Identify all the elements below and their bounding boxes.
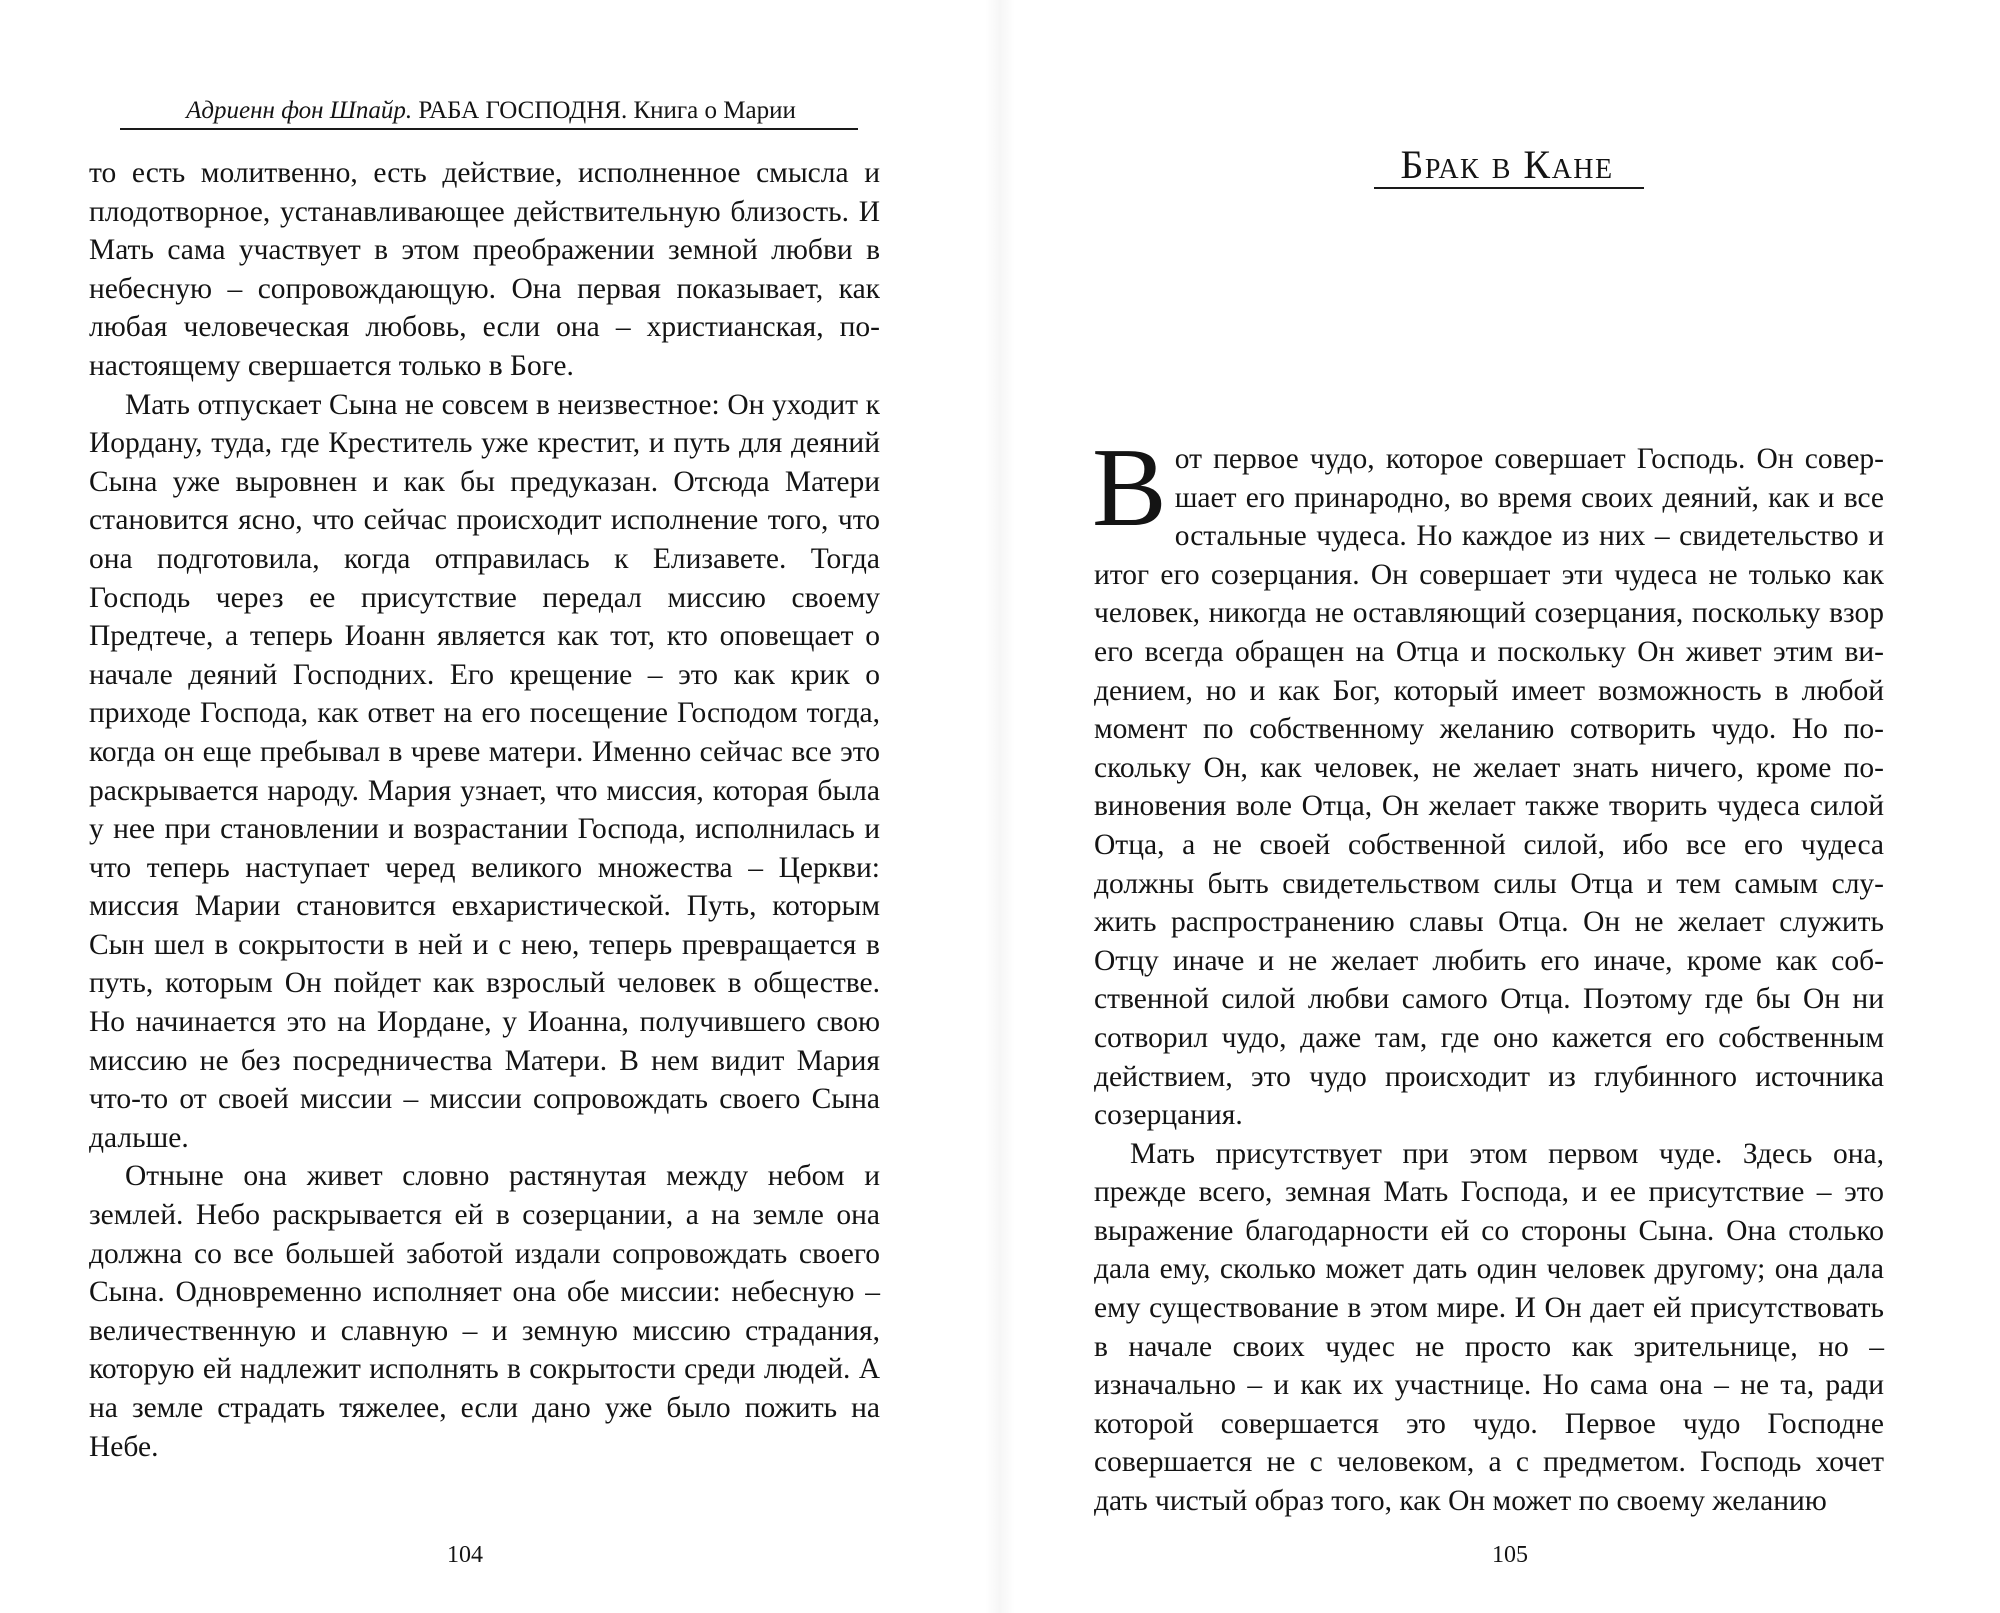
running-head — [122, 96, 860, 126]
left-page — [0, 0, 990, 1613]
right-page-body — [1092, 426, 1884, 1521]
drop-cap: В — [1092, 426, 1167, 550]
page-number: 105 — [1492, 1542, 1528, 1568]
paragraph: то есть молитвенно, есть действие, исполненное смысла и плодотворное, устанавливающее действительную близость. И Мать сама участвует в этом преображении земной любви в небесную – сопровождающую. Она первая показывает, как любая человеческая любовь, если она – христианская, понастоящему свершается только в Боге. — [89, 157, 880, 382]
paragraph: Мать присутствует при этом первом чуде. Здесь она, прежде всего, земная Мать Господа, и ее присутствие – это выражение благодарности ей со стороны Сына. Она столько дала ему, сколько может дать один человек другому; она дала ему существование в этом мире. И Он дает ей присутствовать в начале своих чудес не просто как зрительнице, но – изначально – и как их участнице. Но сама она – не та, ради которой совершается это чудо. Первое чудо Господне совершается не с человеком, а с предметом. Господь хочет дать чистый образ того, как Он может по своему желанию — [1094, 1137, 1884, 1518]
page-number: 104 — [447, 1542, 483, 1568]
chapter-title: Брак в Кане — [1400, 142, 1614, 187]
running-head-title: РАБА ГОСПОДНЯ. — [418, 97, 628, 124]
paragraph-opening — [1092, 426, 1884, 1135]
running-head-author: Адриенн фон Шпайр. — [186, 97, 413, 124]
paragraph: Отныне она живет словно растянутая между небом и землей. Небо раскрывается ей в созерцании, а на земле она должна со все большей заботой издали сопровождать своего Сына. Одновременно исполняет она обе миссии: небесную – величественную и славную – и земную миссию страдания, которую ей надлежит исполнять в сокрытости среди людей. А на земле страдать тяжелее, если дано уже было пожить на Небе. — [89, 1160, 880, 1463]
paragraph: Мать отпускает Сына не совсем в неизвестное: Он уходит к Иордану, туда, где Креститель уже крестит, и путь для деяний Сына уже выровнен и как бы предуказан. Отсюда Матери становится ясно, что сейчас происходит исполнение того, что она подготовила, когда отправилась к Елизавете. Тогда Господь через ее присутствие передал миссию своему Предтече, а теперь Иоанн является как тот, кто оповещает о начале деяний Господних. Его крещение – это как крик о приходе Господа, как ответ на его посещение Господом тогда, когда он еще пребывал в чреве матери. Именно сейчас все это раскрывается народу. Мария узнает, что миссия, которая была у нее при становлении и возрастании Господа, исполнилась и что теперь наступает черед великого множества – Церкви: миссия Марии становится евхаристической. Путь, которым Сын шел в сокрытости в ней и с нею, теперь превращается в путь, которым Он пойдет как взрослый человек в обществе. Но начинается это на Иордане, у Иоанна, получившего свою миссию не без посредничества Матери. В нем видит Мария что-то от своей миссии – миссии сопровождать своего Сына дальше. — [89, 388, 880, 1154]
right-page — [1010, 0, 2000, 1613]
paragraph-opening-text: от первое чудо, которое совершает Господь. Он совершает его принародно, во время своих деяний, как и все остальные чудеса. Но каждое из них – свидетельство и итог его созерцания. Он совершает эти чудеса не только как человек, никогда не оставляющий созерцания, поскольку взор его всегда обращен на Отца и поскольку Он живет этим видением, но и как Бог, который имеет возможность в любой момент по собственному желанию сотворить чудо. Но поскольку Он, как человек, не желает знать ничего, кроме повиновения воле Отца, Он желает также творить чудеса силой Отца, а не своей собственной силой, ибо все его чудеса должны быть свидетельством силы Отца и тем самым служить распространению славы Отца. Он не желает служить Отцу иначе и не желает любить его иначе, кроме как собственной силой любви самого Отца. Поэтому где бы Он ни сотворил чудо, даже там, где оно кажется его собственным действием, это чудо происходит из глубинного источника созерцания. — [1094, 443, 1884, 1132]
running-head-rule — [120, 128, 858, 130]
chapter-title-rule — [1374, 187, 1644, 189]
left-page-body — [89, 154, 880, 1466]
running-head-subtitle: Книга о Марии — [633, 97, 796, 124]
